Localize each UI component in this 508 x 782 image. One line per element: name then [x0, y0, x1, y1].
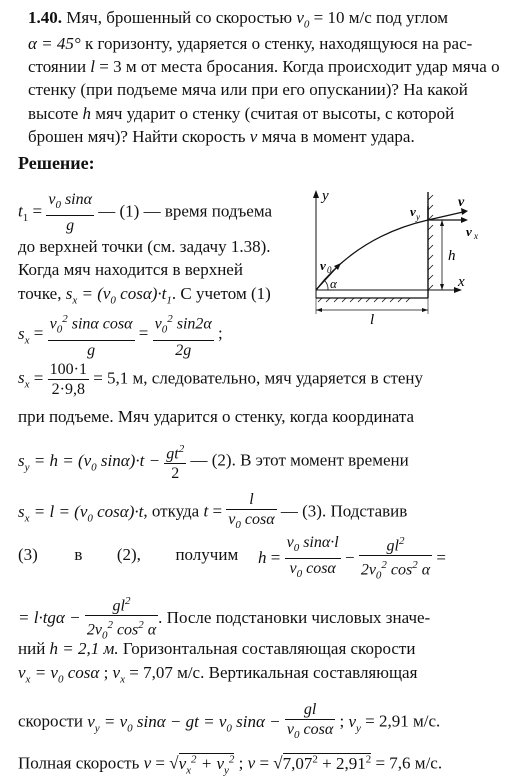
- problem-text: мяча в момент удара.: [261, 127, 415, 146]
- text: получим: [175, 545, 239, 564]
- vx-label: v: [466, 224, 472, 239]
- problem-text: мяч ударит о стенку (считая от высоты, с которой: [95, 104, 455, 123]
- total-velocity-line: Полная скорость $v = √v_x^2 + v_y^2$ ; $v = √7,07^2 + 2,91^2 = 7,6$ м/с.: [18, 753, 443, 777]
- problem-text: под углом: [376, 8, 449, 27]
- eq3-line: $s_x = l = (v_0$ cosα)·t, откуда t = $\frac{l}{v_0 \cos\alpha}$ — (3). Подставив: [18, 491, 408, 532]
- trajectory-diagram: [308, 186, 498, 326]
- t1-description: — (1) — время подъема: [98, 201, 273, 221]
- v0-label: v: [320, 258, 326, 273]
- sx-numeric: $s_x$ = $\frac{100\cdot 1}{2\cdot 9,8}$ = 5,1 м, следовательно, мяч ударяется в стену: [18, 361, 424, 398]
- h-value-line: [18, 637, 415, 660]
- solution-heading: Решение:: [18, 153, 95, 173]
- problem-text: стенку (при подъеме мяча или при его опускании)? На какой: [28, 80, 468, 99]
- text: Вертикальная составляющая: [208, 663, 418, 682]
- problem-line-4: [28, 78, 468, 101]
- text: Горизонтальная составляющая скорости: [122, 639, 416, 658]
- text: . С учетом (1): [171, 284, 271, 303]
- y-axis-label: y: [322, 188, 329, 204]
- h-symbol: h: [82, 104, 91, 123]
- v0-sub: 0: [327, 265, 332, 275]
- eq2-line: $s_y = h = (v_0$ sinα)·t − $\frac{gt^2}{2}$ — (2). В этот момент времени: [18, 440, 409, 483]
- sx-formula: $s_x$ = $\frac{v_0^2 \sin\alpha \cos\alpha}{g}$ = $\frac{v_0^2 \sin 2\alpha}{2g}$ ;: [18, 310, 223, 360]
- text: , откуда: [143, 501, 200, 521]
- problem-line-3: [28, 55, 500, 78]
- h-label: h: [448, 248, 456, 264]
- text: в: [74, 545, 83, 564]
- l-value: = 3 м: [99, 57, 137, 76]
- l-symbol: l: [90, 57, 96, 76]
- v0-value: = 10 м/с: [313, 8, 372, 27]
- x-axis-label: x: [458, 274, 465, 290]
- text: ний: [18, 639, 46, 658]
- problem-text: от места бросания. Когда происходит удар мяча о: [140, 57, 500, 76]
- t1-line-2: до верхней точки (см. задачу 1.38).: [18, 237, 271, 256]
- text: Полная скорость: [18, 753, 140, 773]
- t1-line-3: Когда мяч находится в верхней: [18, 260, 243, 279]
- text: (3): [18, 545, 38, 564]
- vy-sub: y: [416, 212, 420, 222]
- problem-line-5: [28, 102, 454, 125]
- problem-text: Мяч, брошенный со скоростью: [66, 8, 293, 27]
- ltg-line: = l·tgα − $\frac{gl^2}{2v_0^2 \cos^2 \alpha}$ . После подстановки числовых значе-: [18, 592, 430, 646]
- problem-text: стоянии: [28, 57, 87, 76]
- alpha-label: α: [330, 276, 337, 291]
- t1-line-4: точке, $s_x = (v_0$ $\cos\alpha)\cdot t_1$. С учетом (1): [18, 284, 271, 307]
- problem-text: к горизонту, ударяется о стенку, находящуюся на рас-: [84, 34, 473, 53]
- text: — (3). Подставив: [280, 501, 408, 521]
- vy-line: скорости $v_y = v_0$ sinα − gt = $v_0$ sinα − $\frac{gl}{v_0 \cos\alpha}$ ; $v_y = 2,91$ м/с.: [18, 701, 441, 742]
- rise-line: при подъеме. Мяч ударится о стенку, когда координата: [18, 407, 415, 426]
- problem-line-6: [28, 125, 415, 148]
- text: — (2). В этот момент времени: [190, 450, 409, 470]
- problem-line-2: [28, 32, 472, 55]
- vx-sub: x: [474, 231, 478, 241]
- text: точке,: [18, 284, 62, 303]
- substitution-line: [18, 543, 238, 566]
- text: (2),: [116, 545, 141, 564]
- l-label: l: [370, 312, 375, 326]
- t1-formula: $t_1$ = $\frac{v_0 \sin\alpha}{g}$ — (1) — время подъема: [18, 191, 273, 235]
- text: . После подстановки числовых значе-: [158, 607, 431, 627]
- v0-symbol: $v_0$: [296, 8, 310, 31]
- vx-line: $v_x = v_0$ cosα ; $v_x = 7,07$ м/с. Вертикальная составляющая: [18, 663, 418, 686]
- v-label: v: [458, 195, 465, 210]
- text: = 7,6 м/с.: [375, 753, 443, 773]
- problem-text: брошен мяч)? Найти скорость: [28, 127, 246, 146]
- alpha-value: α = 45°: [28, 34, 81, 53]
- problem-text: высоте: [28, 104, 79, 123]
- text: h = 2,1 м.: [49, 639, 119, 658]
- problem-number: 1.40.: [28, 8, 62, 27]
- v-symbol: v: [249, 127, 258, 146]
- text: = 7,07 м/с.: [129, 663, 205, 682]
- sx-result: = 5,1 м, следовательно, мяч ударяется в стену: [93, 368, 424, 388]
- vy-label: v: [410, 204, 416, 219]
- h-formula: h = $\frac{v_0 \sin\alpha\cdot l}{v_0 \cos\alpha}$ − $\frac{gl^2}{2v_0^2 \cos^2 \alpha}$ =: [258, 532, 446, 586]
- text: = 2,91 м/с.: [365, 711, 441, 731]
- text: скорости: [18, 711, 83, 731]
